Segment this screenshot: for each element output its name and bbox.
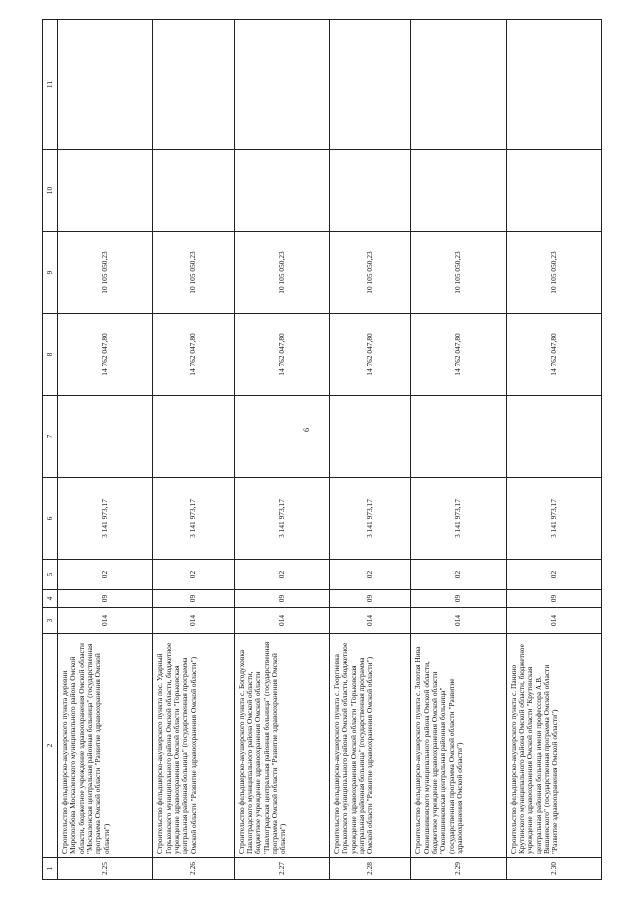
row-description: Строительство фельдшерско-акушерского пункта с. Панино Крутинского муниципального района Омской области, бюджетное учреждение здравоохранения Омской области "Крутинская центральная районная больница имени профессора А.В. Вишневского" (государственная программа Омской области "Развитие здравоохранения Омской области") [506,634,601,858]
col-header: 4 [43,590,58,608]
cell-col8: 14 762 047,80 [153,314,234,396]
row-number: 2.28 [329,858,410,880]
cell-col11 [411,20,506,150]
cell-col8: 14 762 047,80 [506,314,601,396]
cell-col10 [153,150,234,232]
table-row [506,20,601,880]
cell-col9: 10 105 050,23 [153,232,234,314]
table-row [329,20,410,880]
row-description: Строительство фельдшерско-акушерского пункта пос. Ударный Горьковского муниципального района Омской области, бюджетное учреждение здравоохранения Омской области "Горьковская центральная районная больница" (государственная программа Омской области "Развитие здравоохранения Омской области") [153,634,234,858]
col-header: 8 [43,314,58,396]
cell-col6: 3 141 973,17 [411,478,506,560]
cell-col9: 10 105 050,23 [506,232,601,314]
cell-col3: 014 [506,608,601,634]
row-description: Строительство фельдшерско-акушерского пункта деревни Мирополбова Москаленского муниципального района Омской области, бюджетное учреждение здравоохранения Омской области "Москаленская центральная районная больница" (государственная программа Омской области "Развитие здравоохранения Омской области") [58,634,153,858]
cell-col9: 10 105 050,23 [411,232,506,314]
cell-col6: 3 141 973,17 [153,478,234,560]
page-number: 6 [302,428,311,432]
col-header: 7 [43,396,58,478]
cell-col10 [506,150,601,232]
cell-col9: 10 105 050,23 [329,232,410,314]
row-description: Строительство фельдшерско-акушерского пункта с. Георгиевка Горьковского муниципального района Омской области, бюджетное учреждение здравоохранения Омской области "Горьковская центральная районная больница" (государственная программа Омской области "Развитие здравоохранения Омской области") [329,634,410,858]
cell-col7 [234,396,329,478]
cell-col7 [329,396,410,478]
cell-col7 [58,396,153,478]
table-row [58,20,153,880]
row-description: Строительство фельдшерско-акушерского пункта с. Богодуховка Павлоградского муниципального района Омской области, бюджетное учреждение здравоохранения Омской области "Павлоградская центральная районная больница" (государственная программа Омской области "Развитие здравоохранения Омской области") [234,634,329,858]
cell-col7 [153,396,234,478]
col-header: 6 [43,478,58,560]
cell-col11 [58,20,153,150]
cell-col8: 14 762 047,80 [411,314,506,396]
col-header: 5 [43,560,58,590]
cell-col6: 3 141 973,17 [329,478,410,560]
cell-col6: 3 141 973,17 [506,478,601,560]
cell-col7 [411,396,506,478]
cell-col8: 14 762 047,80 [234,314,329,396]
row-number: 2.30 [506,858,601,880]
cell-col9: 10 105 050,23 [234,232,329,314]
cell-col4: 09 [58,590,153,608]
cell-col10 [411,150,506,232]
cell-col9: 10 105 050,23 [58,232,153,314]
rotated-table-wrapper [42,20,602,880]
table-row [234,20,329,880]
cell-col3: 014 [153,608,234,634]
cell-col3: 014 [411,608,506,634]
col-header: 3 [43,608,58,634]
cell-col10 [58,150,153,232]
row-number: 2.26 [153,858,234,880]
cell-col11 [506,20,601,150]
row-number: 2.27 [234,858,329,880]
cell-col4: 09 [234,590,329,608]
cell-col4: 09 [153,590,234,608]
cell-col7 [506,396,601,478]
cell-col8: 14 762 047,80 [329,314,410,396]
table-row [153,20,234,880]
table-row [411,20,506,880]
col-header: 2 [43,634,58,858]
cell-col4: 09 [506,590,601,608]
cell-col11 [329,20,410,150]
col-header: 10 [43,150,58,232]
row-description: Строительство фельдшерско-акушерского пункта с. Золотая Нива Оконешниковского муниципального района Омской области, бюджетное учреждение здравоохранения Омской области "Оконешниковская центральная районная больница" (государственная программа Омской области "Развитие здравоохранения Омской области") [411,634,506,858]
cell-col11 [234,20,329,150]
cell-col8: 14 762 047,80 [58,314,153,396]
cell-col4: 09 [329,590,410,608]
cell-col5: 02 [153,560,234,590]
row-number: 2.29 [411,858,506,880]
cell-col6: 3 141 973,17 [234,478,329,560]
row-number: 2.25 [58,858,153,880]
cell-col5: 02 [506,560,601,590]
cell-col5: 02 [234,560,329,590]
cell-col5: 02 [329,560,410,590]
cell-col3: 014 [234,608,329,634]
cell-col10 [234,150,329,232]
cell-col11 [153,20,234,150]
col-header: 1 [43,858,58,880]
cell-col3: 014 [329,608,410,634]
budget-table [42,19,602,880]
col-header: 11 [43,20,58,150]
cell-col3: 014 [58,608,153,634]
cell-col5: 02 [58,560,153,590]
header-row [43,20,58,880]
col-header: 9 [43,232,58,314]
cell-col6: 3 141 973,17 [58,478,153,560]
cell-col5: 02 [411,560,506,590]
cell-col10 [329,150,410,232]
cell-col4: 09 [411,590,506,608]
